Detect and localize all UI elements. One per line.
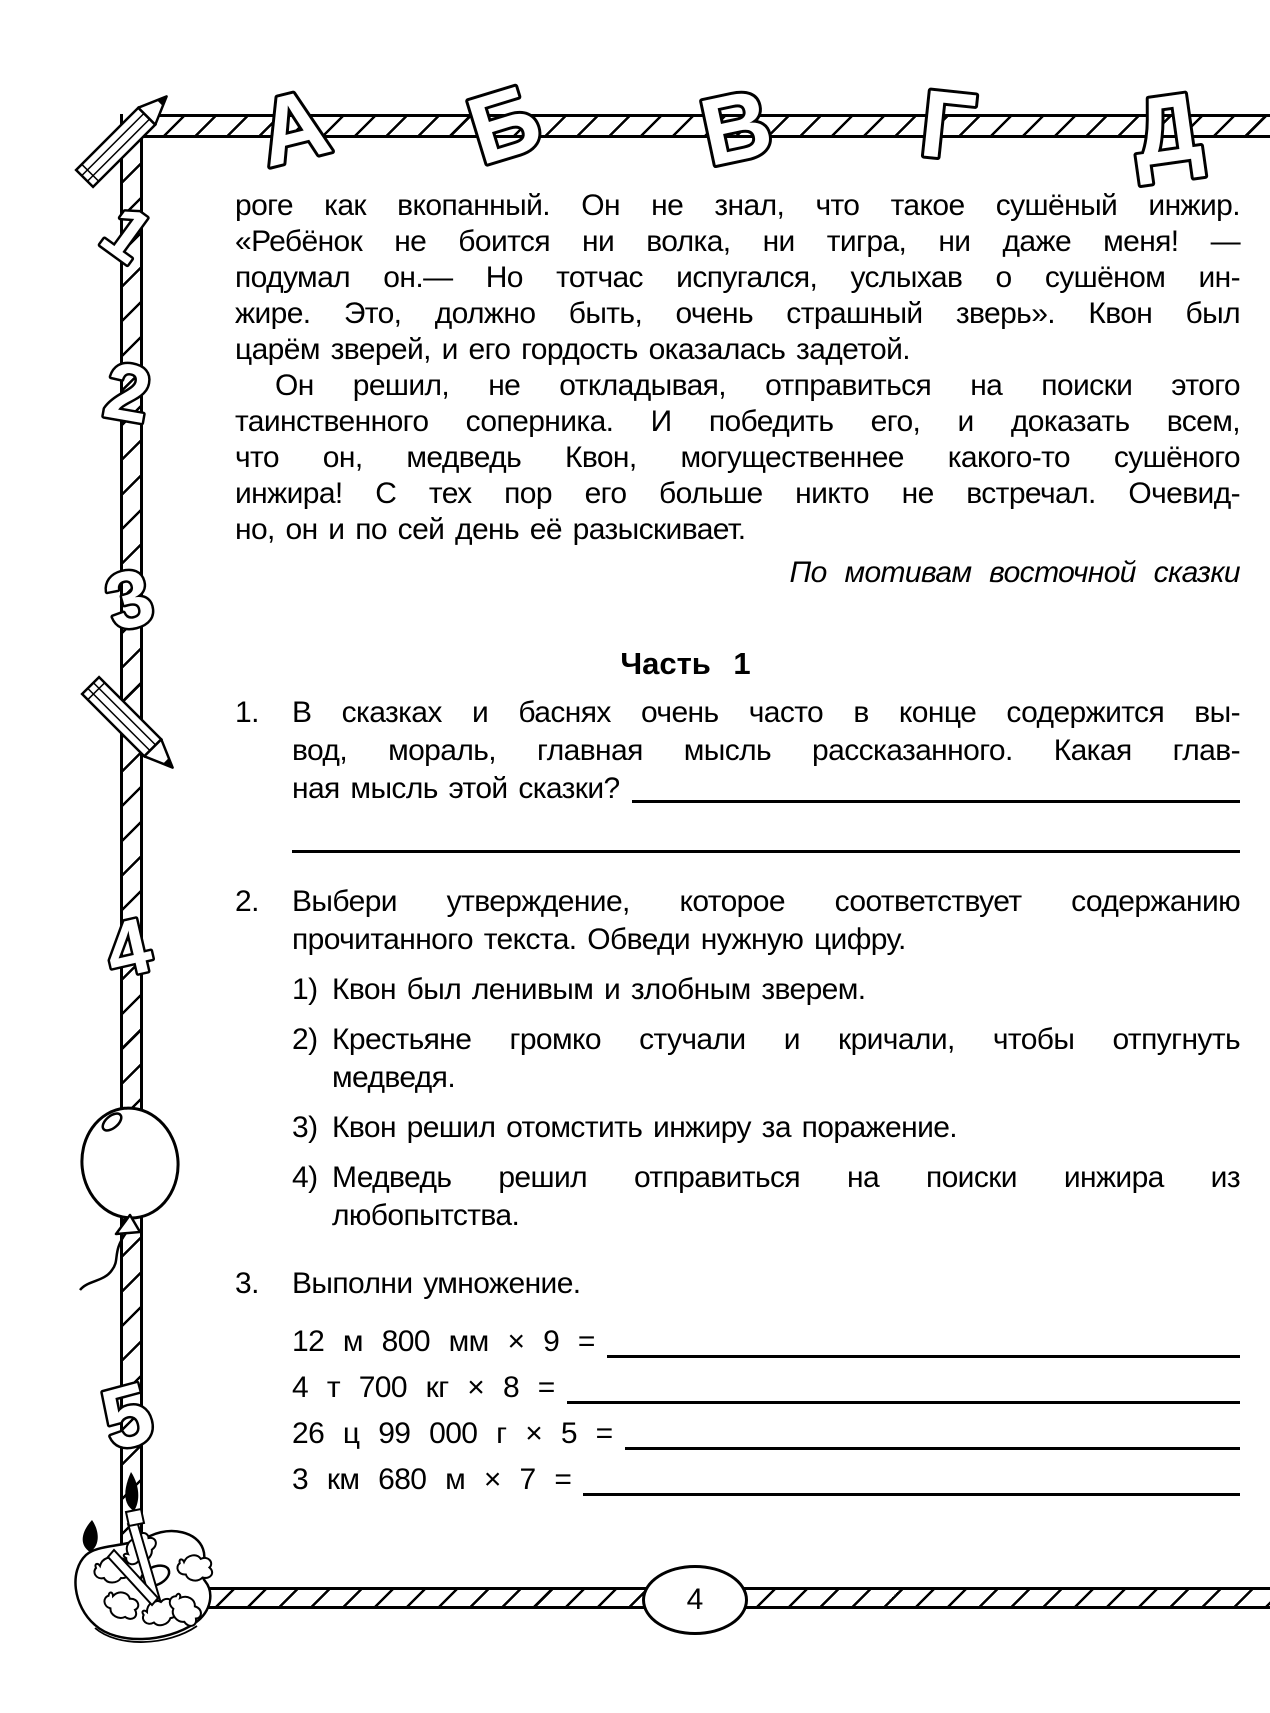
answer-blank-line[interactable] [292,808,1240,853]
content-area [235,188,1240,1503]
deco-number-5-icon: 5 [91,1364,164,1470]
story-line: что он, медведь Квон, могущественнее какого-то сушёного [235,441,1240,474]
option-line: Квон решил отомстить инжиру за поражение. [332,1111,958,1144]
story-line: царём зверей, и его гордость оказалась задетой. [235,333,910,366]
task-line: Выбери утверждение, которое соответствует содержанию [292,885,1240,918]
task-number: 2. [235,885,259,918]
deco-number-4-icon: 4 [97,900,160,996]
deco-letter-g-icon: Г [915,70,981,182]
story-line: жире. Это, должно быть, очень страшный зверь». Квон был [235,297,1240,330]
task-line: В сказках и баснях очень часто в конце содержится вы- [292,696,1240,729]
task-number: 1. [235,696,259,729]
deco-number-3-icon: 3 [96,550,163,649]
option-number[interactable]: 4) [292,1161,318,1194]
story-line: «Ребёнок не боится ни волка, ни тигра, ни даже меня! — [235,225,1240,258]
border-top-band [121,114,1270,138]
page-number-badge [642,1565,748,1635]
option-number[interactable]: 1) [292,973,318,1006]
answer-option-3[interactable] [292,1109,1240,1147]
task-question: ная мысль этой сказки? [292,772,620,805]
answer-option-4[interactable] [292,1159,1240,1235]
story-line: инжира! С тех пор его больше никто не встречал. Очевид- [235,477,1240,510]
option-line: Медведь решил отправиться на поиски инжира из [332,1161,1240,1194]
equation-label: 3 км 680 м × 7 = [292,1463,572,1496]
task-number: 3. [235,1267,259,1300]
answer-blank[interactable] [583,1457,1240,1496]
deco-number-1-icon: 1 [87,190,167,279]
story-line: роге как вкопанный. Он не знал, что такое сушёный инжир. [235,189,1240,222]
deco-letter-a-icon: А [247,68,340,188]
story-line: Он решил, не откладывая, отправиться на поиски этого [275,369,1240,402]
equation-row [292,1365,1240,1411]
page-number: 4 [686,1583,704,1616]
option-number[interactable]: 3) [292,1111,318,1144]
story-line: подумал он.— Но тотчас испугался, услыхав о сушёном ин- [235,261,1240,294]
task-2 [235,883,1240,1235]
option-line: любопытства. [332,1199,520,1232]
story-attribution: По мотивам восточной сказки [789,556,1240,589]
section-title: Часть 1 [620,646,751,681]
equation-row [292,1319,1240,1365]
option-line: Квон был ленивым и злобным зверем. [332,973,866,1006]
story-paragraph [235,368,1240,548]
task-line: Выполни умножение. [292,1267,581,1300]
answer-blank[interactable] [607,1319,1240,1358]
deco-number-2-icon: 2 [98,344,158,441]
answer-blank[interactable] [625,1411,1240,1450]
answer-blank[interactable] [567,1365,1240,1404]
task-line: прочитанного текста. Обведи нужную цифру. [292,923,906,956]
answer-option-2[interactable] [292,1021,1240,1097]
task-line: вод, мораль, главная мысль рассказанного. Какая глав- [292,734,1240,767]
equation-row [292,1411,1240,1457]
palette-icon [75,1472,214,1642]
border-left-band [120,114,143,1564]
equation-label: 26 ц 99 000 г × 5 = [292,1417,613,1450]
task-1 [235,694,1240,853]
story-line: таинственного соперника. И победить его, и доказать всем, [235,405,1240,438]
equation-label: 12 м 800 мм × 9 = [292,1325,595,1358]
answer-blank[interactable] [632,770,1240,803]
option-line: медведя. [332,1061,456,1094]
equation-label: 4 т 700 кг × 8 = [292,1371,555,1404]
story-line: но, он и по сей день её разыскивает. [235,513,746,546]
option-number[interactable]: 2) [292,1023,318,1056]
answer-option-1[interactable] [292,971,1240,1009]
deco-letter-v-icon: В [691,68,781,187]
deco-letter-b-icon: Б [456,64,553,186]
deco-letter-d-icon: Д [1125,72,1208,188]
equation-row [292,1457,1240,1503]
story-paragraph [235,188,1240,368]
task-3 [235,1265,1240,1503]
option-line: Крестьяне громко стучали и кричали, чтобы отпугнуть [332,1023,1240,1056]
